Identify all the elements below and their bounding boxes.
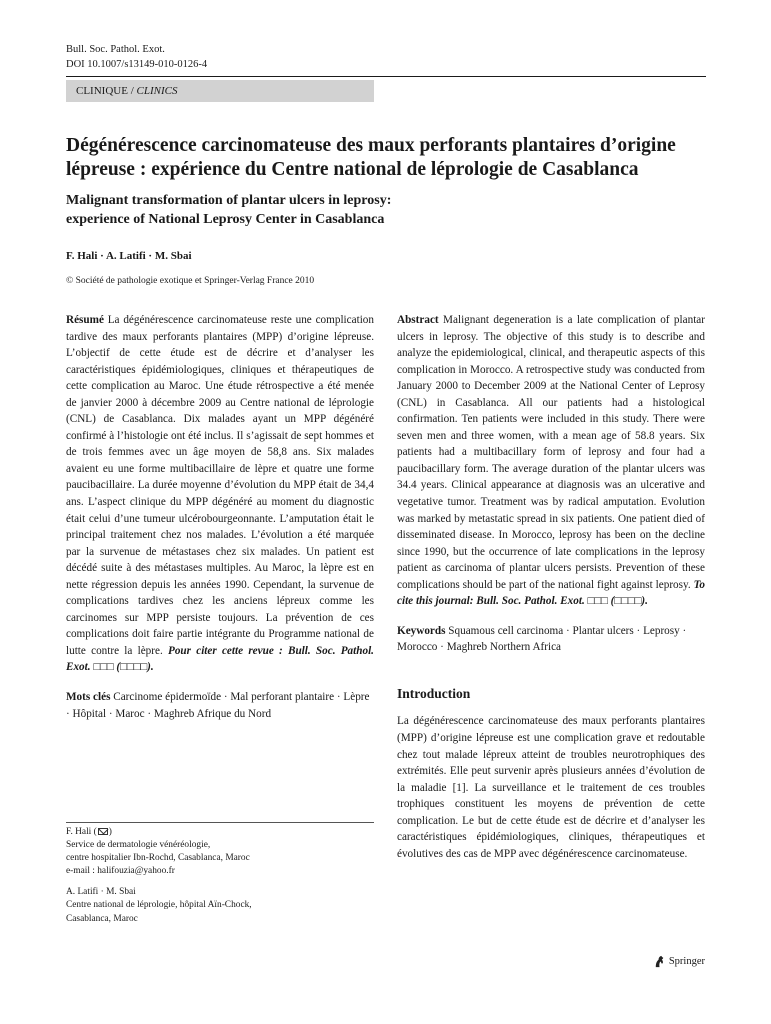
corresponding-author-close: ) — [108, 827, 112, 837]
section-label-en: CLINICS — [136, 85, 178, 97]
resume-citation: Pour citer cette revue : Bull. Soc. Pathol. Exot. □□□ (□□□□). — [66, 644, 374, 674]
keywords-paragraph — [397, 623, 705, 656]
publisher-name: Springer — [668, 956, 705, 967]
abstract-label: Abstract — [397, 314, 439, 326]
keywords-text: Squamous cell carcinoma · Plantar ulcers · Leprosy · Morocco · Maghreb Northern Africa — [397, 624, 687, 654]
corresponding-author — [66, 826, 374, 839]
springer-horse-icon — [653, 955, 666, 968]
abstract-citation: To cite this journal: Bull. Soc. Pathol. Exot. □□□ (□□□□). — [397, 578, 705, 608]
header-rule — [66, 76, 706, 77]
mots-cles-label: Mots clés — [66, 691, 111, 704]
affiliation-2-line-2: Casablanca, Maroc — [66, 913, 138, 924]
affiliation-1-line-2: centre hospitalier Ibn-Rochd, Casablanca, Maroc — [66, 853, 250, 864]
author-affiliations — [66, 826, 374, 934]
resume-text: La dégénérescence carcinomateuse reste une complication tardive des maux perforants plantaires (MPP) d’origine lépreuse. L’objectif de cette étude est de décrire et d’analyser les caractéristiques épidémiologiques, cliniques et thérapeutiques de cette complication au Maroc. Une étude rétrospective a été menée de janvier 2000 à décembre 2009 au Centre national de léprologie (CNL) de Casablanca. Dix malades ayant un MPP dégénéré confirmé à l’histologie ont été inclus. Il s’agissait de sept hommes et de trois femmes avec un âge moyen de 58,8 ans. Six malades avaient eu une forme multibacillaire de lèpre et quatre une forme paucibacillaire. La durée moyenne d’évolution du MPP était de 34,4 ans. L’aspect clinique du MPP dégénéré au moment du diagnostic était celui d’une tumeur ulcérobourgeonnante. L’amputation était le principal traitement chez nos malades. L’évolution a été marquée par la survenue de métastases chez six malades. Un patient est décédé suite à des métastases multiples. Au Maroc, la lèpre est en nette régression depuis les années 1990. Cependant, la survenue de complications tardives chez les anciens lépreux comme les carcinomes sur MPP persiste toujours. La prévention de ces complications doit faire partie intégrante du Programme national de lutte contre la lèpre. — [66, 314, 374, 657]
author-email[interactable]: e-mail : halifouzia@yahoo.fr — [66, 866, 175, 877]
affiliation-block-2 — [66, 886, 374, 925]
article-title-english: Malignant transformation of plantar ulcers in leprosy: experience of National Leprosy Center in Casablanca — [66, 193, 392, 227]
section-separator: / — [127, 85, 137, 97]
copyright-notice: © Société de pathologie exotique et Springer-Verlag France 2010 — [66, 276, 315, 286]
mots-cles-paragraph — [66, 689, 374, 722]
left-column — [66, 312, 374, 722]
affiliation-2-line-1: Centre national de léprologie, hôpital Aïn-Chock, — [66, 900, 252, 911]
section-label-fr: CLINIQUE — [76, 85, 128, 97]
keywords-label: Keywords — [397, 624, 446, 637]
journal-doi: DOI 10.1007/s13149-010-0126-4 — [66, 59, 208, 70]
abstract-text: Malignant degeneration is a late complication of plantar ulcers in leprosy. The objective of this study is to describe and analyze the epidemiological, clinical, and therapeutic aspects of this complication in Morocco. A retrospective study was conducted from January 2000 to December 2009 at the National Center of Leprosy (CNL) in Casablanca. All our patients had a histological confirmation. Ten patients were included in this study. There were seven men and three women, with a mean age of 58.8 years. Six patients had a multibacillary form of leprosy and four had a paucibacillary form. The average duration of the plantar ulcers was 34.4 years. Clinical appearance at diagnosis was an ulcerative and vegetative tumor. Treatment was by radical amputation. Evolution was marked by metastatic spread in six patients. One patient died of disseminated disease. In Morocco, leprosy has been on the decline since 1990, but the occurrence of late complications in the leprosy patient as carcinoma of plantar ulcers persists. Prevention of these complications should be part of the national fight against leprosy. — [397, 314, 705, 591]
introduction-heading: Introduction — [397, 685, 471, 701]
journal-name: Bull. Soc. Pathol. Exot. — [66, 44, 165, 55]
right-column — [397, 312, 705, 862]
section-label-bar — [66, 80, 374, 102]
envelope-icon — [98, 828, 108, 835]
footnote-rule — [66, 822, 374, 823]
corresponding-author-name: F. Hali ( — [66, 827, 97, 837]
publisher-logo — [653, 955, 705, 968]
mots-cles-text: Carcinome épidermoïde · Mal perforant plantaire · Lèpre · Hôpital · Maroc · Maghreb Afrique du Nord — [66, 691, 370, 720]
affiliation-1-line-1: Service de dermatologie vénéréologie, — [66, 840, 211, 851]
introduction-text: La dégénérescence carcinomateuse des maux perforants plantaires (MPP) d’origine lépreuse est une complication grave et redoutable chez tout malade lépreux atteint de troubles neurotrophiques des extrémités. Elle peut survenir après plusieurs années d’évolution de la maladie [1]. La surveillance et le traitement de ces troubles trophiques constituent les moyens de prévention de cette complication. Le but de cette étude est de décrire et d’analyser les caractéristiques épidémiologiques, cliniques, thérapeutiques et évolutives des cas de MPP avec dégénérescence carcinomateuse. — [397, 715, 705, 860]
abstract-paragraph — [397, 312, 705, 610]
resume-label: Résumé — [66, 314, 104, 326]
affiliation-block-1 — [66, 826, 374, 878]
journal-header — [66, 42, 207, 72]
article-title-french: Dégénérescence carcinomateuse des maux perforants plantaires d’origine lépreuse : expérience du Centre national de léprologie de Casablanca — [66, 135, 676, 180]
resume-paragraph — [66, 312, 374, 676]
author-list: F. Hali · A. Latifi · M. Sbai — [66, 250, 192, 262]
co-authors: A. Latifi · M. Sbai — [66, 887, 136, 898]
